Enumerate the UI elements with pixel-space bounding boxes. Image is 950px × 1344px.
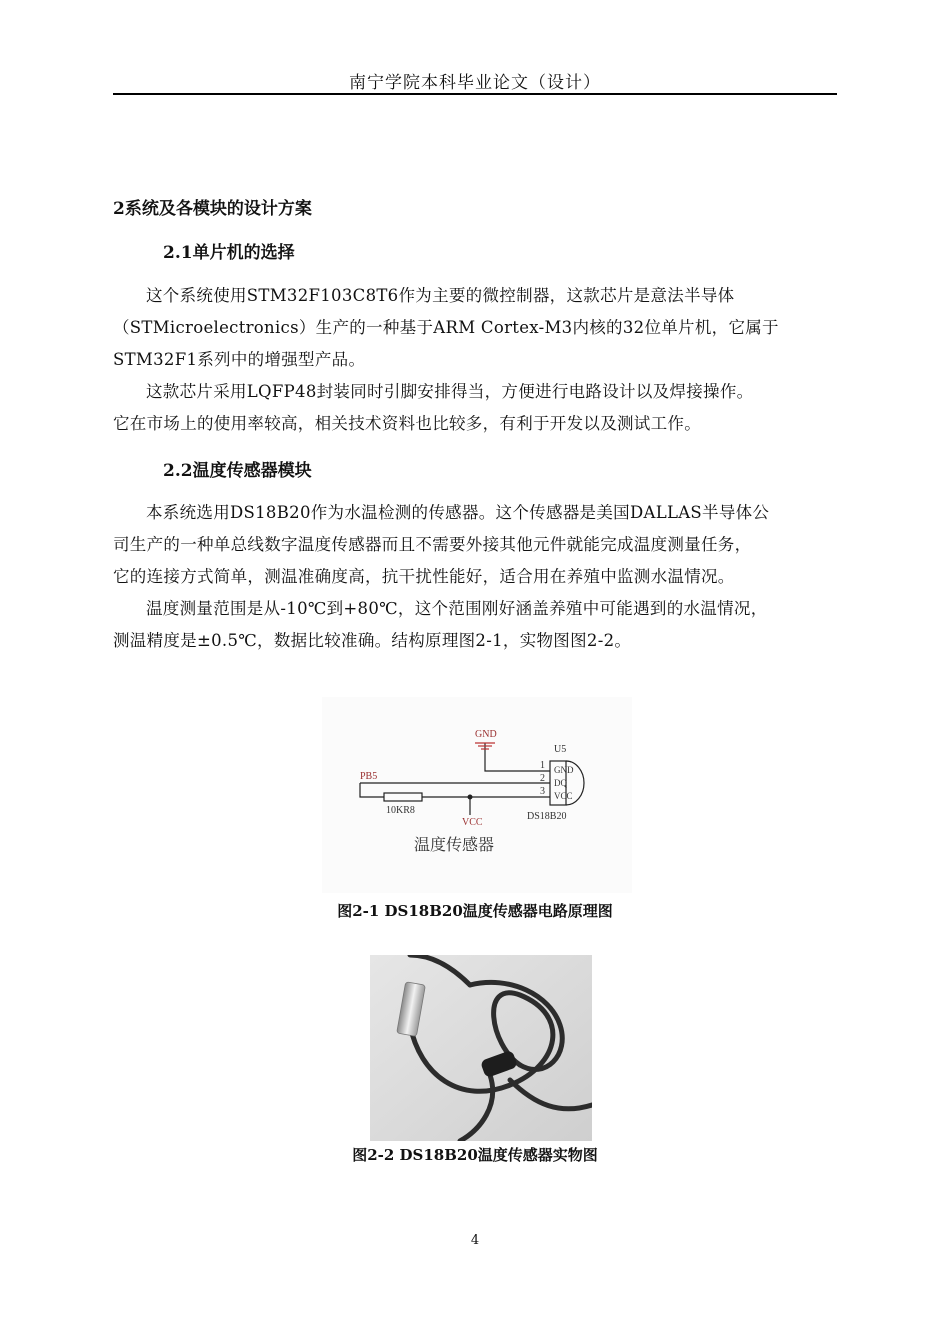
text-line: 这个系统使用STM32F103C8T6作为主要的微控制器，这款芯片是意法半导体 — [146, 286, 735, 305]
vcc-label: VCC — [462, 817, 483, 828]
section-2-2-paragraph-2 — [113, 593, 837, 657]
section-2-2-paragraph-1 — [113, 497, 837, 593]
header-rule — [113, 93, 837, 95]
pin-dq-label: DQ — [554, 778, 567, 788]
gnd-label: GND — [475, 729, 497, 740]
pin-3-label: 3 — [540, 786, 545, 797]
text-line: 温度测量范围是从-10℃到+80℃，这个范围刚好涵盖养殖中可能遇到的水温情况， — [146, 599, 768, 618]
section-2-1-title: 2.1单片机的选择 — [163, 243, 295, 263]
pin-1-label: 1 — [540, 760, 545, 771]
pb5-label: PB5 — [360, 771, 378, 782]
text-line: 本系统选用DS18B20作为水温检测的传感器。这个传感器是美国DALLAS半导体公 — [146, 503, 770, 522]
pin-2-label: 2 — [540, 773, 545, 784]
text-line: 这款芯片采用LQFP48封装同时引脚安排得当，方便进行电路设计以及焊接操作。 — [146, 382, 754, 401]
pin-vcc-label: VCC — [554, 791, 573, 801]
figure-2-1-caption: 图2-1 DS18B20温度传感器电路原理图 — [337, 902, 613, 920]
schematic-title: 温度传感器 — [414, 835, 495, 854]
section-2-2-title: 2.2温度传感器模块 — [163, 461, 312, 481]
page-number: 4 — [470, 1233, 480, 1248]
u5-label: U5 — [554, 744, 567, 755]
part-label: DS18B20 — [527, 811, 567, 822]
text-line: STM32F1系列中的增强型产品。 — [113, 350, 366, 369]
resistor-label: 10KR8 — [386, 805, 415, 816]
text-line: 测温精度是±0.5℃，数据比较准确。结构原理图2-1，实物图图2-2。 — [113, 631, 632, 650]
pin-gnd-label: GND — [554, 765, 574, 775]
figure-2-1-schematic — [322, 697, 632, 893]
page-header-title: 南宁学院本科毕业论文（设计） — [349, 73, 601, 93]
text-line: 它在市场上的使用率较高，相关技术资料也比较多，有利于开发以及测试工作。 — [113, 414, 701, 433]
text-line: （STMicroelectronics）生产的一种基于ARM Cortex-M3内核的32位单片机，它属于 — [113, 318, 779, 337]
figure-2-2-photo — [370, 955, 592, 1141]
text-line: 司生产的一种单总线数字温度传感器而且不需要外接其他元件就能完成温度测量任务， — [113, 535, 752, 554]
section-2-title: 2系统及各模块的设计方案 — [113, 199, 312, 219]
text-line: 它的连接方式简单，测温准确度高，抗干扰性能好，适合用在养殖中监测水温情况。 — [113, 567, 735, 586]
figure-2-2-caption: 图2-2 DS18B20温度传感器实物图 — [352, 1146, 598, 1164]
section-2-1-paragraph-2 — [113, 376, 837, 440]
section-2-1-paragraph-1 — [113, 280, 837, 376]
